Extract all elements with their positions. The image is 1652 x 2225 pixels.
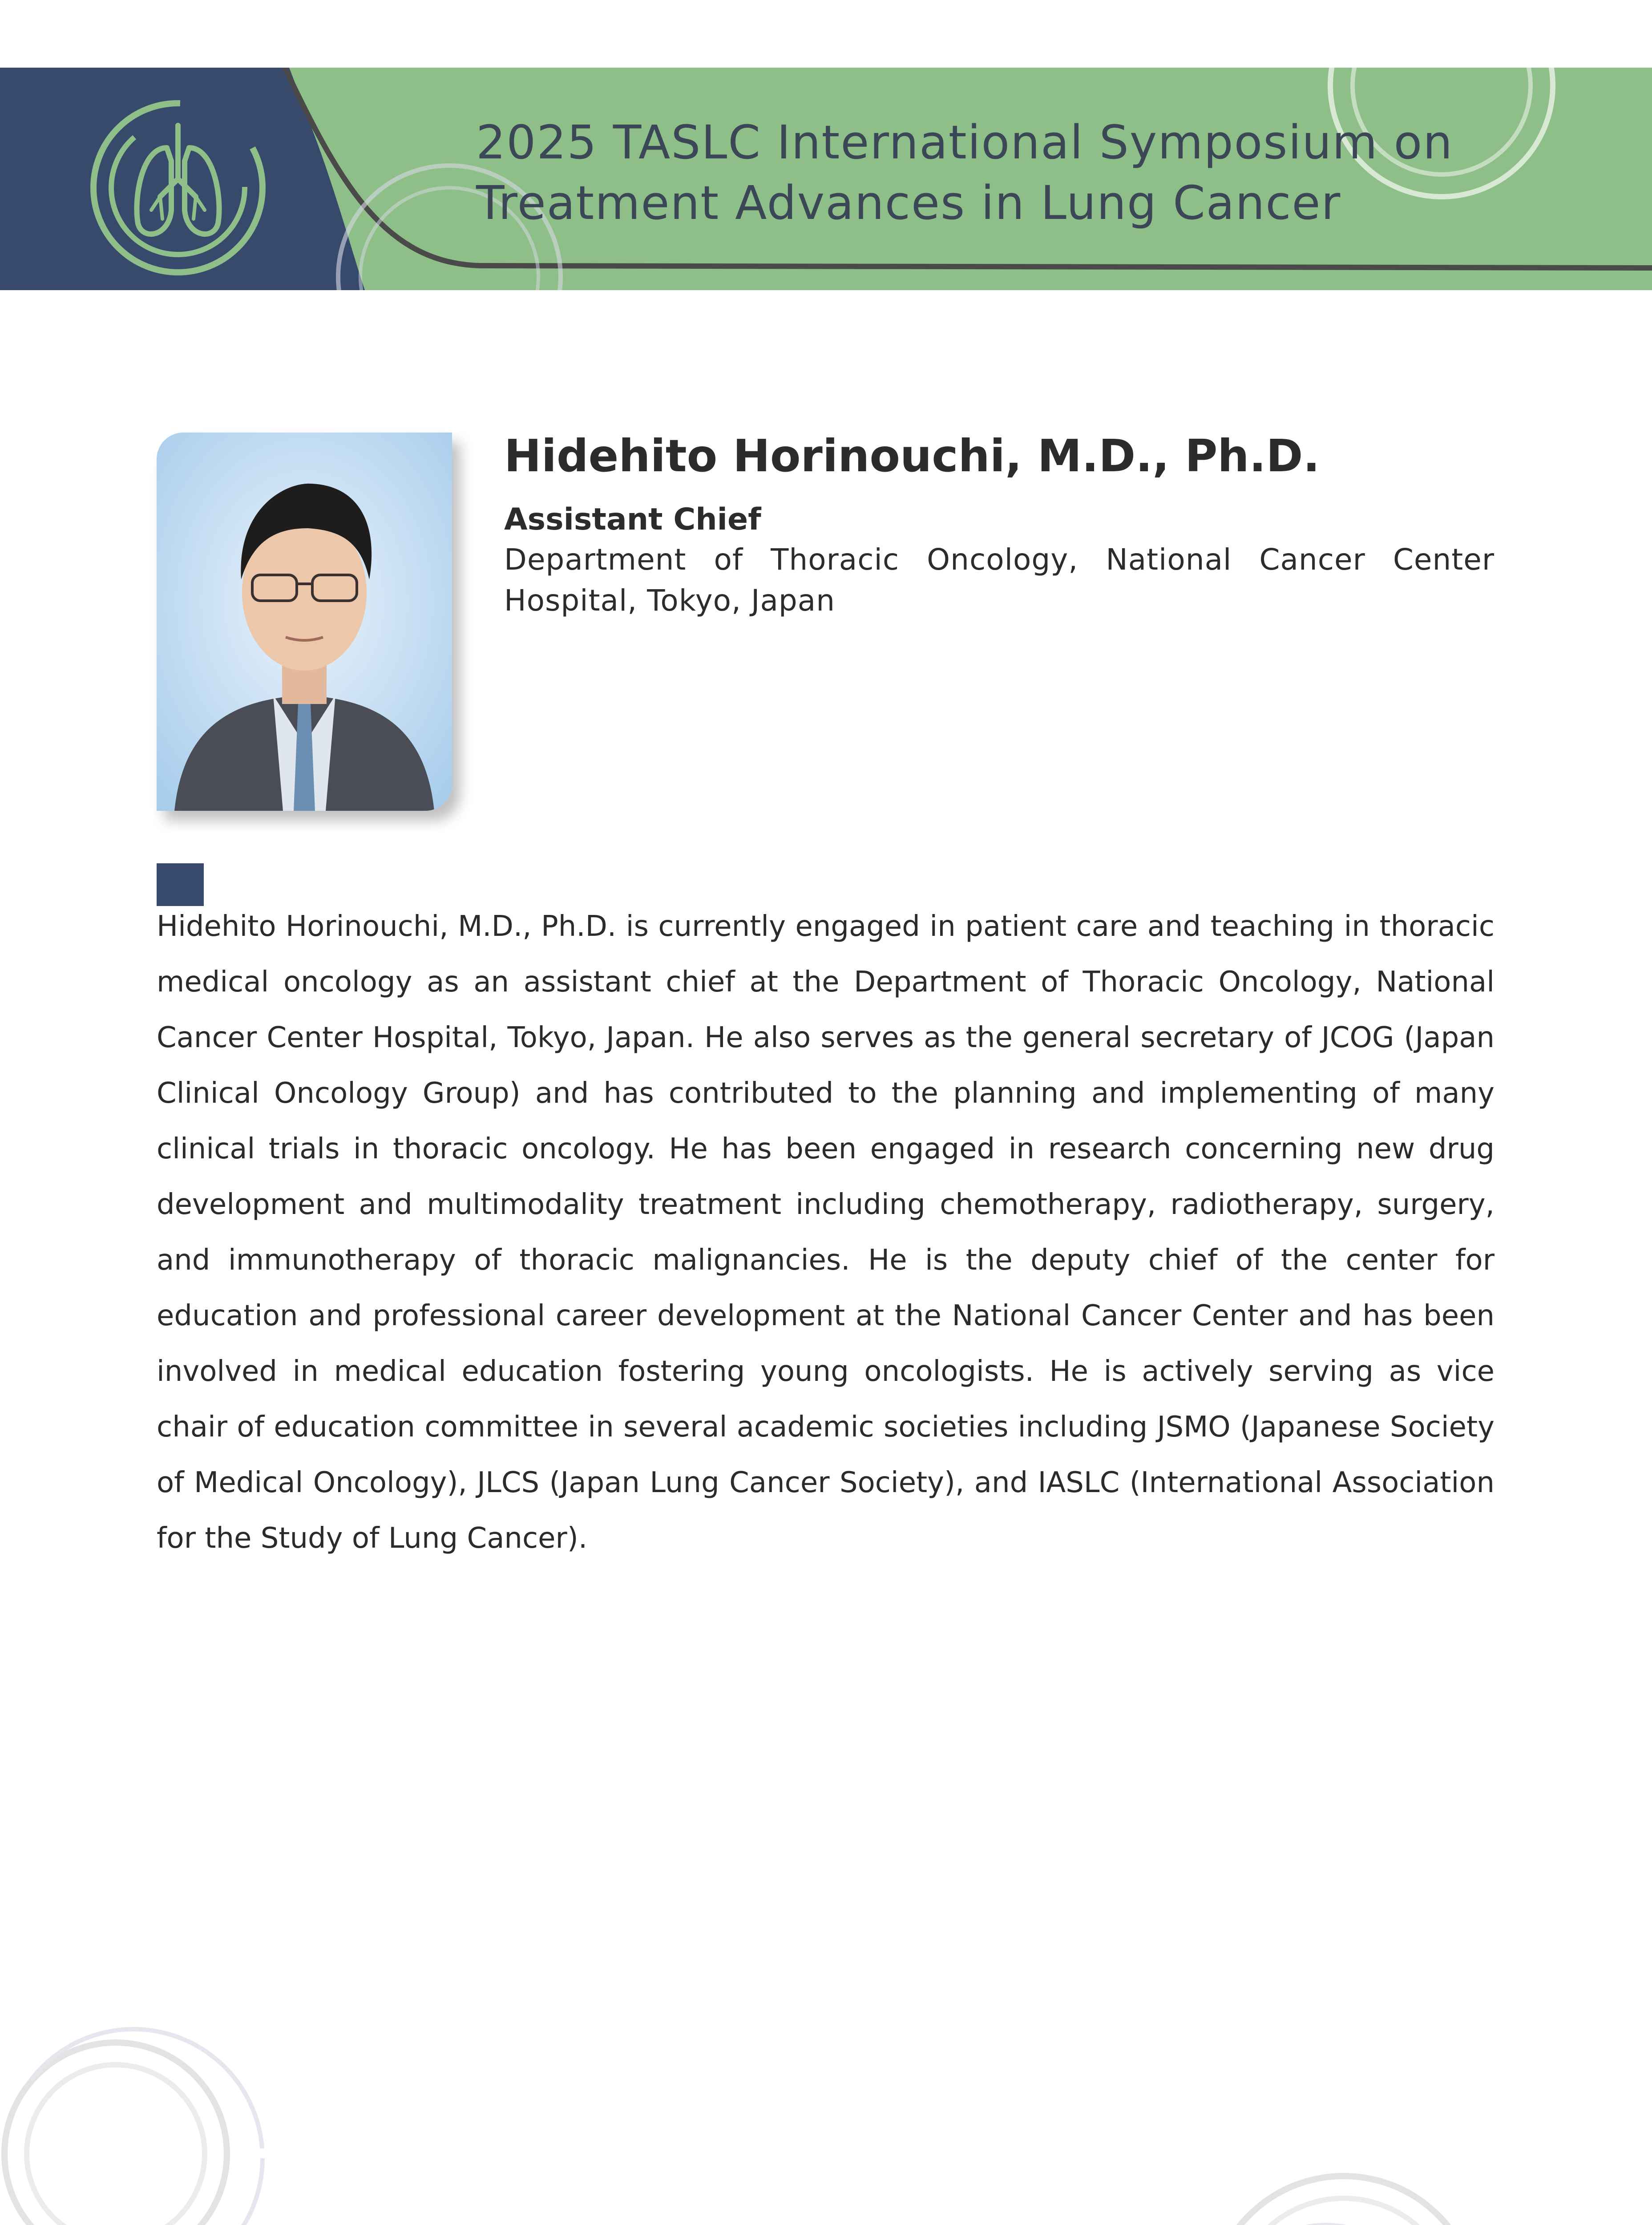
speaker-affiliation: Department of Thoracic Oncology, National Cancer Center Hospital, Tokyo, Japan bbox=[504, 542, 1494, 618]
lungs-icon bbox=[85, 94, 271, 281]
title-line-1: 2025 TASLC International Symposium on bbox=[476, 115, 1454, 170]
decorative-circles-right bbox=[1192, 2149, 1477, 2225]
portrait-image bbox=[157, 433, 452, 811]
speaker-role: Assistant Chief bbox=[504, 502, 761, 537]
speaker-name: Hidehito Horinouchi, M.D., Ph.D. bbox=[504, 430, 1320, 482]
title-line-2: Treatment Advances in Lung Cancer bbox=[476, 176, 1341, 230]
speaker-biography: Hidehito Horinouchi, M.D., Ph.D. is currently engaged in patient care and teaching in thoracic medical oncology as an assistant chief at the Department of Thoracic Oncology, National Cancer Center Hospital, Tokyo, Japan. He also serves as the general secretary of JCOG (Japan Clinical Oncology Group) and has contributed to the planning and implementing of many clinical trials in thoracic oncology. He has been engaged in research concerning new drug development and multimodality treatment including chemotherapy, radiotherapy, surgery, and immunotherapy of thoracic malignancies. He is the deputy chief of the center for education and professional career development at the National Cancer Center and has been involved in medical education fostering young oncologists. He is actively serving as vice chair of education committee in several academic societies including JSMO (Japanese Society of Medical Oncology), JLCS (Japan Lung Cancer Society), and IASLC (International Association for the Study of Lung Cancer). bbox=[157, 910, 1494, 1555]
speaker-photo bbox=[157, 433, 452, 811]
header-banner bbox=[0, 68, 1652, 290]
decorative-circles-left bbox=[0, 2011, 285, 2225]
symposium-title bbox=[476, 112, 1615, 233]
